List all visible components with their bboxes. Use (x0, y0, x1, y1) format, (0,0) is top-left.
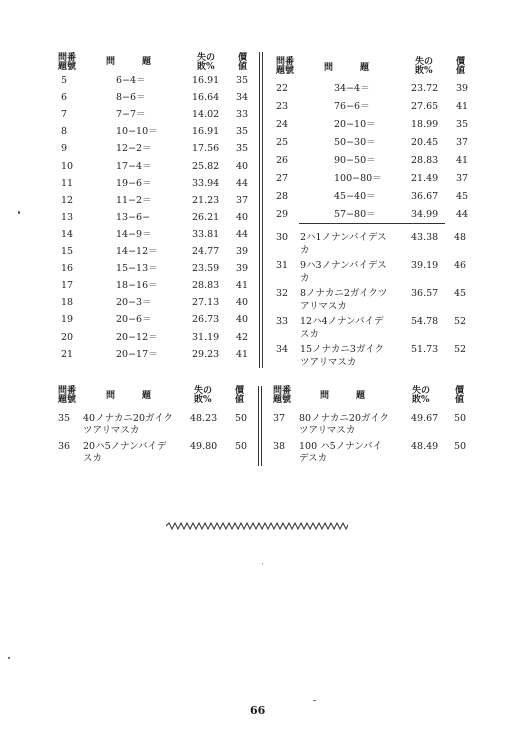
row-number: 35 (58, 413, 71, 424)
row-value: 50 (454, 441, 467, 452)
row-value: 33 (236, 109, 249, 121)
row-value: 41 (456, 101, 469, 112)
row-problem: 20−6＝ (116, 314, 152, 326)
row-problem: 20−12＝ (116, 331, 158, 343)
row-fail-rate: 27.65 (411, 101, 439, 112)
row-value: 35 (236, 126, 249, 138)
row-value: 45 (456, 191, 469, 202)
row-fail-rate: 39.19 (411, 260, 439, 271)
row-fail-rate: 43.38 (411, 232, 439, 243)
header-no-bottom: 題號 (58, 395, 77, 405)
page-number: 66 (250, 704, 266, 717)
row-problem-line1: 80ノナカニ20ガイク (299, 413, 390, 424)
header-fail-top: 失の (412, 386, 431, 396)
header-value (238, 54, 247, 72)
row-value: 37 (236, 194, 249, 206)
row-problem: 14−12＝ (116, 246, 158, 257)
header-fail-bottom: 敗% (194, 395, 212, 405)
row-fail-rate: 23.72 (411, 83, 439, 94)
row-value: 44 (236, 177, 249, 189)
column-divider (258, 386, 259, 466)
row-problem: 90−50＝ (334, 155, 376, 166)
row-number: 8 (61, 126, 68, 138)
header-value-right (456, 58, 465, 76)
row-fail-rate: 16.91 (192, 126, 220, 138)
row-problem-line1: 40ノナカニ20ガイク (83, 413, 174, 424)
header-value-bottom: 値 (456, 66, 466, 76)
row-problem: 45−40＝ (334, 191, 376, 202)
header-fail-top: 失の (415, 57, 434, 67)
row-value: 40 (236, 160, 249, 172)
row-problem: 17−4＝ (116, 160, 152, 172)
row-problem-line1: 9ハ3ノナンバイデス (300, 260, 387, 271)
row-number: 16 (61, 263, 74, 275)
row-number: 26 (276, 155, 289, 166)
row-fail-rate: 49.67 (411, 413, 439, 424)
row-fail-rate: 14.02 (192, 109, 220, 121)
decorative-wave-divider (166, 522, 348, 530)
header-value-top: 價 (235, 386, 245, 396)
row-problem-line1: 20ハ5ノナンバイデ (83, 441, 167, 452)
row-value: 50 (235, 441, 248, 452)
row-fail-rate: 27.13 (192, 297, 220, 309)
header-problem-bottom-left: 問 題 (106, 391, 152, 401)
row-number: 31 (276, 260, 289, 271)
scan-speck (8, 657, 10, 659)
row-problem-line2: スカ (300, 329, 320, 340)
row-problem: 50−30＝ (334, 137, 376, 148)
row-number: 37 (273, 413, 286, 424)
row-fail-rate: 16.64 (192, 92, 220, 104)
header-no-right (276, 58, 294, 76)
row-number: 9 (61, 143, 68, 155)
row-value: 34 (236, 92, 249, 104)
row-number: 15 (61, 246, 74, 257)
header-problem-bottom-right: 問 題 (320, 391, 366, 401)
row-number: 28 (276, 191, 289, 202)
header-fail-bottom: 敗% (415, 66, 433, 76)
row-problem: 15−13＝ (116, 263, 158, 275)
row-problem: 57−80＝ (334, 209, 376, 220)
row-problem-line1: 15ノナカニ3ガイク (300, 344, 384, 355)
row-fail-rate: 33.81 (192, 228, 220, 240)
row-fail-rate: 48.49 (411, 441, 439, 452)
row-value: 50 (454, 413, 467, 424)
row-problem: 14−9＝ (116, 228, 152, 240)
header-fail-top: 失の (194, 386, 213, 396)
row-problem-line2: スカ (83, 453, 103, 464)
row-fail-rate: 54.78 (411, 316, 439, 327)
row-number: 32 (276, 288, 289, 299)
row-value: 52 (454, 316, 467, 327)
row-problem-line1: 8ノナカニ2ガイクツ (300, 288, 388, 299)
row-problem: 100−80＝ (334, 173, 382, 184)
header-fail (197, 54, 215, 72)
row-fail-rate: 48.23 (190, 413, 218, 424)
row-number: 20 (61, 331, 74, 343)
header-value-top: 價 (456, 57, 466, 67)
row-problem: 76−6＝ (334, 101, 370, 112)
row-number: 7 (61, 109, 68, 121)
row-fail-rate: 25.82 (192, 160, 220, 172)
header-fail-bottom-right (412, 387, 430, 405)
row-value: 35 (456, 119, 469, 130)
row-problem: 6−4＝ (116, 75, 146, 86)
row-number: 11 (61, 177, 74, 189)
header-no-top: 問番 (276, 57, 295, 67)
row-value: 50 (235, 413, 248, 424)
row-fail-rate: 16.91 (192, 75, 220, 86)
row-problem-line1: 100 ハ5ノナンバイ (299, 441, 383, 452)
row-number: 33 (276, 316, 289, 327)
header-fail-bottom: 敗% (197, 62, 215, 72)
row-fail-rate: 21.23 (192, 194, 220, 206)
header-fail-bottom: 敗% (412, 395, 430, 405)
header-no (58, 54, 76, 72)
row-fail-rate: 33.94 (192, 177, 220, 189)
row-value: 41 (456, 155, 469, 166)
row-number: 27 (276, 173, 289, 184)
row-value: 37 (456, 173, 469, 184)
row-problem-line2: ツアリマスカ (299, 425, 356, 436)
header-value-bottom-right (455, 387, 464, 405)
row-number: 5 (61, 75, 68, 86)
header-fail-bottom-left (194, 387, 212, 405)
header-value-top: 價 (238, 53, 248, 63)
row-number: 10 (61, 160, 74, 172)
row-value: 40 (236, 211, 249, 223)
row-number: 18 (61, 297, 74, 309)
row-value: 44 (236, 228, 249, 240)
column-divider (262, 52, 263, 368)
header-no-bottom: 題號 (58, 62, 77, 72)
scan-speck (313, 700, 316, 701)
row-number: 21 (61, 348, 74, 360)
header-value-bottom: 値 (238, 62, 248, 72)
row-problem: 20−17＝ (116, 348, 158, 360)
row-fail-rate: 26.21 (192, 211, 220, 223)
row-problem: 20−10＝ (334, 119, 376, 130)
row-value: 48 (454, 232, 467, 243)
row-problem-line2: デスカ (299, 453, 328, 464)
row-value: 46 (454, 260, 467, 271)
row-number: 24 (276, 119, 289, 130)
row-number: 13 (61, 211, 74, 223)
header-no-top: 問番 (58, 386, 77, 396)
row-fail-rate: 36.67 (411, 191, 439, 202)
row-value: 35 (236, 143, 249, 155)
row-fail-rate: 28.83 (192, 280, 220, 292)
header-no-top: 問番 (58, 53, 77, 63)
row-number: 30 (276, 232, 289, 243)
row-number: 6 (61, 92, 68, 104)
row-problem-line2: カ (300, 273, 310, 284)
header-value-top: 價 (455, 386, 465, 396)
row-problem: 34−4＝ (334, 83, 370, 94)
header-value-bottom: 値 (235, 395, 245, 405)
row-problem-line1: 12ハ4ノナンバイデ (300, 316, 384, 327)
row-value: 44 (456, 209, 469, 220)
section-divider (299, 223, 445, 224)
header-no-top: 問番 (273, 386, 292, 396)
row-problem: 12−2＝ (116, 143, 152, 155)
row-number: 25 (276, 137, 289, 148)
row-fail-rate: 20.45 (411, 137, 439, 148)
row-number: 14 (61, 228, 74, 240)
row-fail-rate: 24.77 (192, 246, 220, 257)
row-problem-line2: ツアリマスカ (83, 425, 140, 436)
row-value: 41 (236, 348, 249, 360)
header-problem-right: 問 題 (324, 63, 370, 73)
row-value: 45 (454, 288, 467, 299)
row-value: 52 (454, 344, 467, 355)
header-no-bottom: 題號 (276, 66, 295, 76)
row-number: 34 (276, 344, 289, 355)
row-fail-rate: 23.59 (192, 263, 220, 275)
row-problem: 19−6＝ (116, 177, 152, 189)
row-problem: 18−16＝ (116, 280, 158, 292)
row-fail-rate: 29.23 (192, 348, 220, 360)
row-fail-rate: 49.80 (190, 441, 218, 452)
row-fail-rate: 18.99 (411, 119, 439, 130)
row-fail-rate: 21.49 (411, 173, 439, 184)
row-fail-rate: 51.73 (411, 344, 439, 355)
row-number: 36 (58, 441, 71, 452)
header-problem: 問 題 (106, 57, 152, 67)
row-problem: 13−6− (116, 211, 151, 223)
row-number: 22 (276, 83, 289, 94)
row-number: 29 (276, 209, 289, 220)
header-no-bottom: 題號 (273, 395, 292, 405)
row-fail-rate: 17.56 (192, 143, 220, 155)
row-fail-rate: 26.73 (192, 314, 220, 326)
row-fail-rate: 28.83 (411, 155, 439, 166)
scan-speck (262, 563, 263, 564)
row-value: 39 (236, 263, 249, 275)
header-value-bottom: 値 (455, 395, 465, 405)
column-divider (259, 52, 260, 368)
row-fail-rate: 34.99 (411, 209, 439, 220)
row-value: 41 (236, 280, 249, 292)
header-value-bottom-left (235, 387, 244, 405)
row-problem: 20−3＝ (116, 297, 152, 309)
row-value: 39 (236, 246, 249, 257)
row-problem: 11−2＝ (116, 194, 152, 206)
row-problem-line1: 2ハ1ノナンバイデス (300, 232, 387, 243)
row-value: 37 (456, 137, 469, 148)
row-problem: 7−7＝ (116, 109, 146, 121)
row-value: 39 (456, 83, 469, 94)
row-value: 40 (236, 297, 249, 309)
header-fail-right (415, 58, 433, 76)
row-value: 40 (236, 314, 249, 326)
header-fail-top: 失の (197, 53, 216, 63)
row-number: 38 (273, 441, 286, 452)
row-problem-line2: カ (300, 245, 310, 256)
header-no-bottom-right (273, 387, 291, 405)
row-number: 19 (61, 314, 74, 326)
column-divider (261, 386, 262, 466)
row-number: 12 (61, 194, 74, 206)
row-problem-line2: ツアリマスカ (300, 357, 357, 368)
header-no-bottom-left (58, 387, 76, 405)
row-problem: 10−10＝ (116, 126, 158, 138)
row-fail-rate: 36.57 (411, 288, 439, 299)
row-value: 42 (236, 331, 249, 343)
scan-speck (18, 211, 20, 214)
row-value: 35 (236, 75, 249, 86)
row-problem-line2: アリマスカ (300, 301, 347, 312)
row-problem: 8−6＝ (116, 92, 146, 104)
row-number: 17 (61, 280, 74, 292)
row-number: 23 (276, 101, 289, 112)
row-fail-rate: 31.19 (192, 331, 220, 343)
